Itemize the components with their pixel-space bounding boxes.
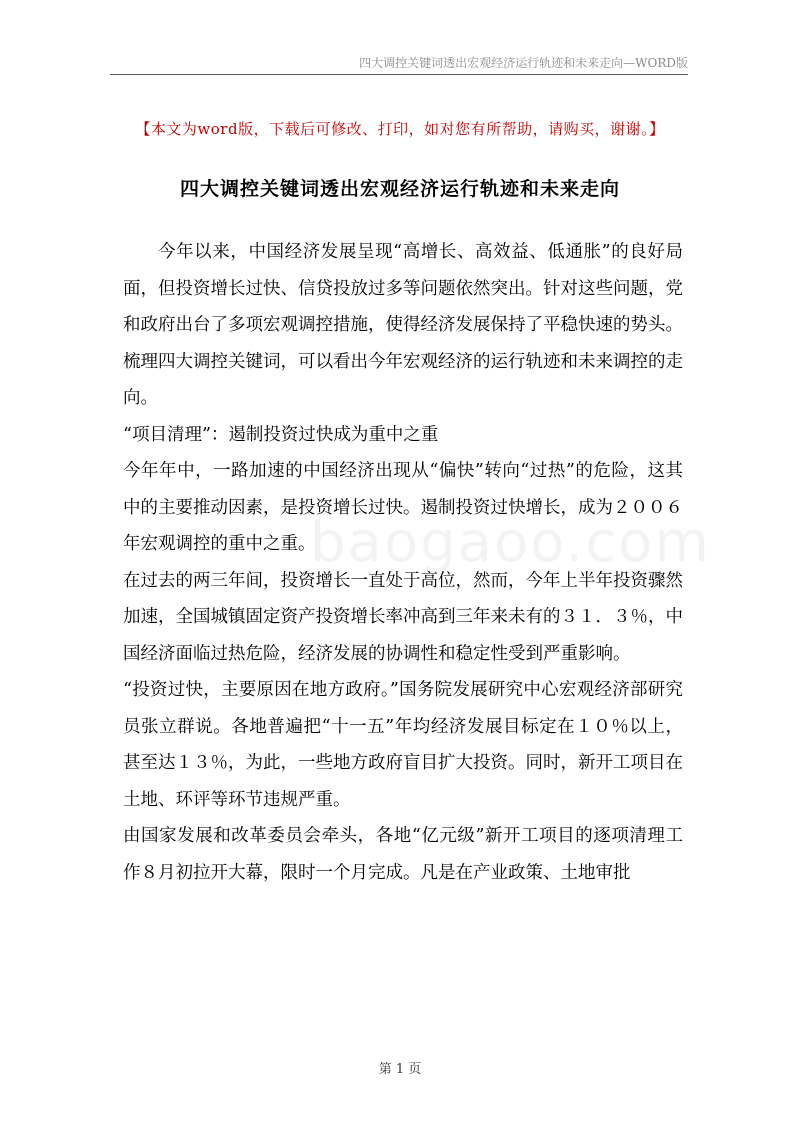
page-number: 第 1 页 (378, 1062, 422, 1077)
paragraph: “投资过快，主要原因在地方政府。”国务院发展研究中心宏观经济部研究员张立群说。各地普遍把“十一五”年均经济发展目标定在１０％以上，甚至达１３％，为此，一些地方政府盲目扩大投资。同时，新开工项目在土地、环评等环节违规严重。 (123, 680, 683, 810)
page-footer (0, 1058, 800, 1077)
paragraph: 在过去的两三年间，投资增长一直处于高位，然而，今年上半年投资骤然加速，全国城镇固定资产投资增长率冲高到三年来未有的３１．３％，中国经济面临过热危险，经济发展的协调性和稳定性受到严重影响。 (123, 570, 683, 664)
download-notice: 【本文为word版，下载后可修改、打印，如对您有所帮助，请购买，谢谢。】 (135, 120, 665, 138)
paragraph-intro: 今年以来，中国经济发展呈现“高增长、高效益、低通胀”的良好局面，但投资增长过快、信贷投放过多等问题依然突出。针对这些问题，党和政府出台了多项宏观调控措施，使得经济发展保持了平稳快速的势头。梳理四大调控关键词，可以看出今年宏观经济的运行轨迹和未来调控的走向。 (123, 242, 683, 408)
page-header (110, 52, 688, 75)
document-body (123, 234, 683, 891)
paragraph: 由国家发展和改革委员会牵头，各地“亿元级”新开工项目的逐项清理工作８月初拉开大幕，限时一个月完成。凡是在产业政策、土地审批 (123, 826, 683, 883)
paragraph: 今年年中，一路加速的中国经济出现从“偏快”转向“过热”的危险，这其中的主要推动因素，是投资增长过快。遏制投资过快增长，成为２００６年宏观调控的重中之重。 (123, 461, 683, 554)
watermark: baogaoo.com (310, 510, 711, 575)
section-heading: “项目清理”：遏制投资过快成为重中之重 (123, 424, 439, 445)
header-text: 四大调控关键词透出宏观经济运行轨迹和未来走向—WORD版 (359, 56, 688, 70)
document-title: 四大调控关键词透出宏观经济运行轨迹和未来走向 (179, 178, 620, 200)
